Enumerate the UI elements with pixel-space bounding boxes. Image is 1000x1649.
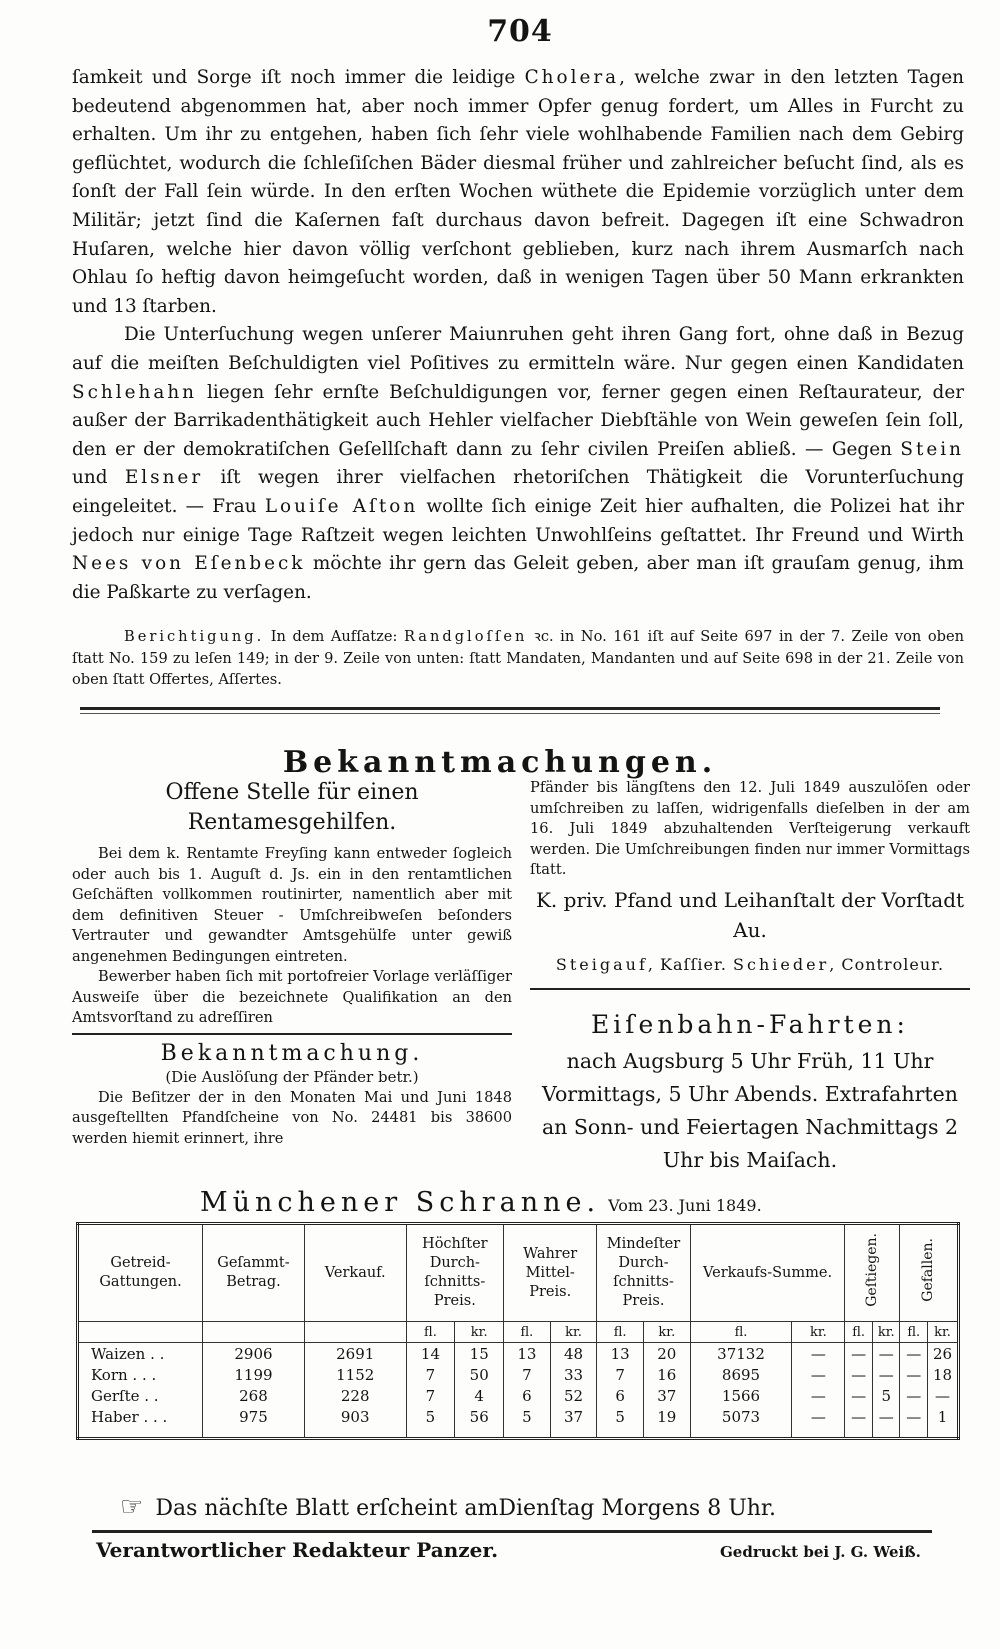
job-offer-text: Bei dem k. Rentamte Freyſing kann entweder ſogleich oder auch bis 1. Auguſt d. Js. ein in den rentamtlichen Geſchäften vollkommen routinirter, namentlich aber mit dem definitiven Steuer - Umſchreibweſen beſonders Vertrauter und gewandter Amtsgehülfe unter gewiß angenehmen Bedingungen eintreten. [72,845,512,965]
divider [92,1530,932,1533]
text-run: , Kaſſier. [647,954,734,974]
cell: 1 [928,1406,959,1439]
table-header-row [78,1224,959,1322]
article-paragraph-1 [72,64,964,321]
spaced-word: Randgloſſen [403,628,528,645]
table-row [78,1343,959,1365]
cell: 2906 [203,1343,305,1365]
cell: 268 [203,1385,305,1406]
pawn-office-signature: K. priv. Pfand und Leihanſtalt der Vorſtadt Au. [535,887,965,942]
unit-label: fl. [900,1322,928,1343]
cell: 37 [550,1406,597,1439]
cell: — [900,1343,928,1365]
text-run: Die Unterſuchung wegen unſerer Maiunruhen geht ihren Gang fort, ohne daß in Bezug auf die meiſten Beſchuldigten viel Poſitives zu ermitteln wäre. Nur gegen einen Kandidaten [72,324,964,374]
col-header: Höchſter Durch-ſchnitts-Preis. [406,1224,504,1322]
grain-market-title: Münchener Schranne. [200,1187,601,1218]
divider [72,1033,512,1035]
cell: 7 [406,1385,455,1406]
cell: — [872,1364,900,1385]
pointing-hand-icon: ☞ [120,1492,144,1522]
grain-market-date: Vom 23. Juni 1849. [608,1196,762,1215]
cell: — [792,1343,845,1365]
cell: 37132 [690,1343,792,1365]
cell: 7 [597,1364,644,1385]
unit-label: kr. [928,1322,959,1343]
next-issue-text: Das nächſte Blatt erſcheint amDienſtag Morgens 8 Uhr. [155,1496,776,1521]
cell: — [900,1385,928,1406]
article-paragraph-2 [72,321,964,607]
cell: 18 [928,1364,959,1385]
spaced-word: Cholera [524,67,620,88]
printer-line: Gedruckt bei J. G. Weiß. [720,1543,921,1561]
text-run: In dem Aufſatze: [264,628,404,645]
job-offer-title: Offene Stelle für einen Rentamesgehilfen. [165,780,419,835]
cell: 5 [597,1406,644,1439]
col-header: Verkaufs-Summe. [690,1224,845,1322]
cell: — [792,1406,845,1439]
cell: 7 [504,1364,551,1385]
cell: 13 [597,1343,644,1365]
col-header: Wahrer Mittel-Preis. [504,1224,597,1322]
cell: Korn . . . [78,1364,203,1385]
cell: 1152 [304,1364,406,1385]
cell: 2691 [304,1343,406,1365]
cell: — [872,1406,900,1439]
cell: — [845,1385,873,1406]
unit-label: fl. [504,1322,551,1343]
divider [80,713,940,714]
cell: — [792,1364,845,1385]
job-offer-application: Bewerber haben ſich mit portofreier Vorlage verläſſiger Ausweiſe über die bezeichnete Qualifikation an den Amtsvorſtand zu adreſſiren [72,968,512,1026]
vertical-label: Geſtiegen. [863,1233,880,1307]
cell: 8695 [690,1364,792,1385]
vertical-label: Gefallen. [920,1238,937,1302]
spaced-word: Schieder [733,954,830,974]
col-header-gefallen [900,1224,959,1322]
cell: 6 [504,1385,551,1406]
col-header: Geſammt-Betrag. [203,1224,305,1322]
cell: 5073 [690,1406,792,1439]
unit-label: kr. [792,1322,845,1343]
text-run: möchte ihr gern das Geleit geben, aber man iſt grauſam genug, ihm die Paßkarte zu verſagen. [72,553,964,603]
unit-label: kr. [872,1322,900,1343]
unit-label: kr. [550,1322,597,1343]
grain-price-table [76,1222,960,1440]
cell: — [928,1385,959,1406]
table-row [78,1406,959,1439]
officials-signature [530,955,970,974]
announcements-heading: Bekanntmachungen. [282,745,718,780]
cell: 20 [644,1343,691,1365]
left-column [72,778,512,1149]
unit-row [78,1322,959,1343]
cell: — [900,1406,928,1439]
page-number: 704 [487,14,553,49]
cell: 15 [455,1343,504,1365]
cell: 48 [550,1343,597,1365]
spaced-word: Schlehahn [72,381,198,403]
cell: 4 [455,1385,504,1406]
cell: 19 [644,1406,691,1439]
cell: 228 [304,1385,406,1406]
railway-title: Eiſenbahn-Fahrten: [591,1009,909,1039]
cell: — [900,1364,928,1385]
notice-text: Die Beſitzer der in den Monaten Mai und Juni 1848 ausgeſtellten Pfandſcheine von No. 24481 bis 38600 werden hiemit erinnert, ihre [72,1088,512,1147]
unit-label: fl. [597,1322,644,1343]
spaced-word: Steigauf [555,954,648,974]
cell: 1199 [203,1364,305,1385]
cell: 903 [304,1406,406,1439]
cell: 7 [406,1364,455,1385]
spaced-word: Nees von Eſenbeck [72,553,306,575]
cell: 975 [203,1406,305,1439]
spaced-word: Elsner [124,467,204,489]
cell: 16 [644,1364,691,1385]
col-header: Getreid-Gattungen. [78,1224,203,1322]
cell: — [845,1364,873,1385]
cell: 13 [504,1343,551,1365]
spaced-word: Berichtigung. [124,628,265,645]
cell: 37 [644,1385,691,1406]
notice-continued: Pfänder bis längſtens den 12. Juli 1849 auszulöſen oder umſchreiben zu laſſen, widrigenfalls dieſelben in der am 16. Juli 1849 abzuhaltenden Verſteigerung verkauft werden. Die Umſchreibungen finden nur immer Vormittags ſtatt. [530,779,970,878]
text-run: iſt wegen ihrer vielfachen rhetoriſchen Thätigkeit die Vorunterſuchung eingeleitet. — Frau [72,467,964,517]
cell: 6 [597,1385,644,1406]
cell: Haber . . . [78,1406,203,1439]
cell: Waizen . . [78,1343,203,1365]
text-run: ſamkeit und Sorge iſt noch immer die leidige [72,67,525,88]
unit-label: fl. [406,1322,455,1343]
cell: Gerſte . . [78,1385,203,1406]
notice-subtitle: (Die Auslöſung der Pfänder betr.) [165,1067,419,1086]
divider [530,988,970,990]
col-header: Verkauf. [304,1224,406,1322]
col-header-gestiegen [845,1224,900,1322]
text-run: und [72,467,125,489]
editor-line: Verantwortlicher Redakteur Panzer. [96,1538,499,1562]
cell: 50 [455,1364,504,1385]
cell: — [845,1343,873,1365]
text-run: liegen ſehr ernſte Beſchuldigungen vor, ferner gegen einen Reſtaurateur, der außer der Barrikadenthätigkeit auch Hehler vielfacher Diebſtähle von Wein geweſen ſein ſoll, den er der demokratiſchen Geſellſchaft dann zu ſehr civilen Preiſen abließ. — Gegen [72,381,964,460]
right-column [530,778,970,1177]
cell: — [845,1406,873,1439]
cell: 14 [406,1343,455,1365]
unit-label: kr. [455,1322,504,1343]
cell: — [792,1385,845,1406]
spaced-word: Louiſe Aſton [264,495,419,517]
grain-market-heading [200,1187,900,1218]
col-header: Mindeſter Durch-ſchnitts-Preis. [597,1224,690,1322]
unit-label: kr. [644,1322,691,1343]
table-row [78,1364,959,1385]
cell: 5 [504,1406,551,1439]
cell: 56 [455,1406,504,1439]
cell: 5 [406,1406,455,1439]
cell: 52 [550,1385,597,1406]
unit-label: fl. [690,1322,792,1343]
spaced-word: Stein [900,438,964,460]
article-text [72,64,964,607]
text-run: wollte ſich einige Zeit hier aufhalten, die Polizei hat ihr jedoch nur einige Tage Raſtzeit wegen leichten Unwohlſeins geſtattet. Ihr Freund und Wirth [72,495,964,546]
text-run: ꝛc. in No. 161 iſt auf Seite 697 in der 7. Zeile von oben ſtatt No. 159 zu leſen 149; in der 9. Zeile von unten: ſtatt Mandaten, Mandanten und auf Seite 698 in der 21. Zeile von oben ſtatt Offertes, Aſſertes. [72,628,964,688]
cell: 26 [928,1343,959,1365]
cell: 1566 [690,1385,792,1406]
table-row [78,1385,959,1406]
next-issue-notice [120,1492,920,1522]
correction-notice [72,626,964,691]
cell: 5 [872,1385,900,1406]
text-run: , Controleur. [829,954,945,974]
notice-title: Bekanntmachung. [160,1040,424,1066]
cell: — [872,1343,900,1365]
unit-label: fl. [845,1322,873,1343]
railway-schedule: nach Augsburg 5 Uhr Früh, 11 Uhr Vormittags, 5 Uhr Abends. Extrafahrten an Sonn- und Feiertagen Nachmittags 2 Uhr bis Maiſach. [541,1048,959,1172]
cell: 33 [550,1364,597,1385]
divider [80,707,940,710]
text-run: , welche zwar in den letzten Tagen bedeutend abgenommen hat, aber noch immer Opfer genug fordert, um Alles in Furcht zu erhalten. Um ihr zu entgehen, haben ſich ſehr viele wohlhabende Familien nach dem Gebirg geflüchtet, wodurch die ſchleſiſchen Bäder diesmal früher und zahlreicher beſucht ſind, als es ſonſt der Fall ſein würde. In den erſten Wochen wüthete die Epidemie vorzüglich unter dem Militär; jetzt ſind die Kaſernen faſt durchaus davon befreit. Dagegen iſt eine Schwadron Huſaren, welche hier davon völlig verſchont geblieben, kurz nach ihrem Ausmarſch nach Ohlau ſo heftig davon heimgeſucht worden, daß in wenigen Tagen über 50 Mann erkrankten und 13 ſtarben. [72,67,964,317]
